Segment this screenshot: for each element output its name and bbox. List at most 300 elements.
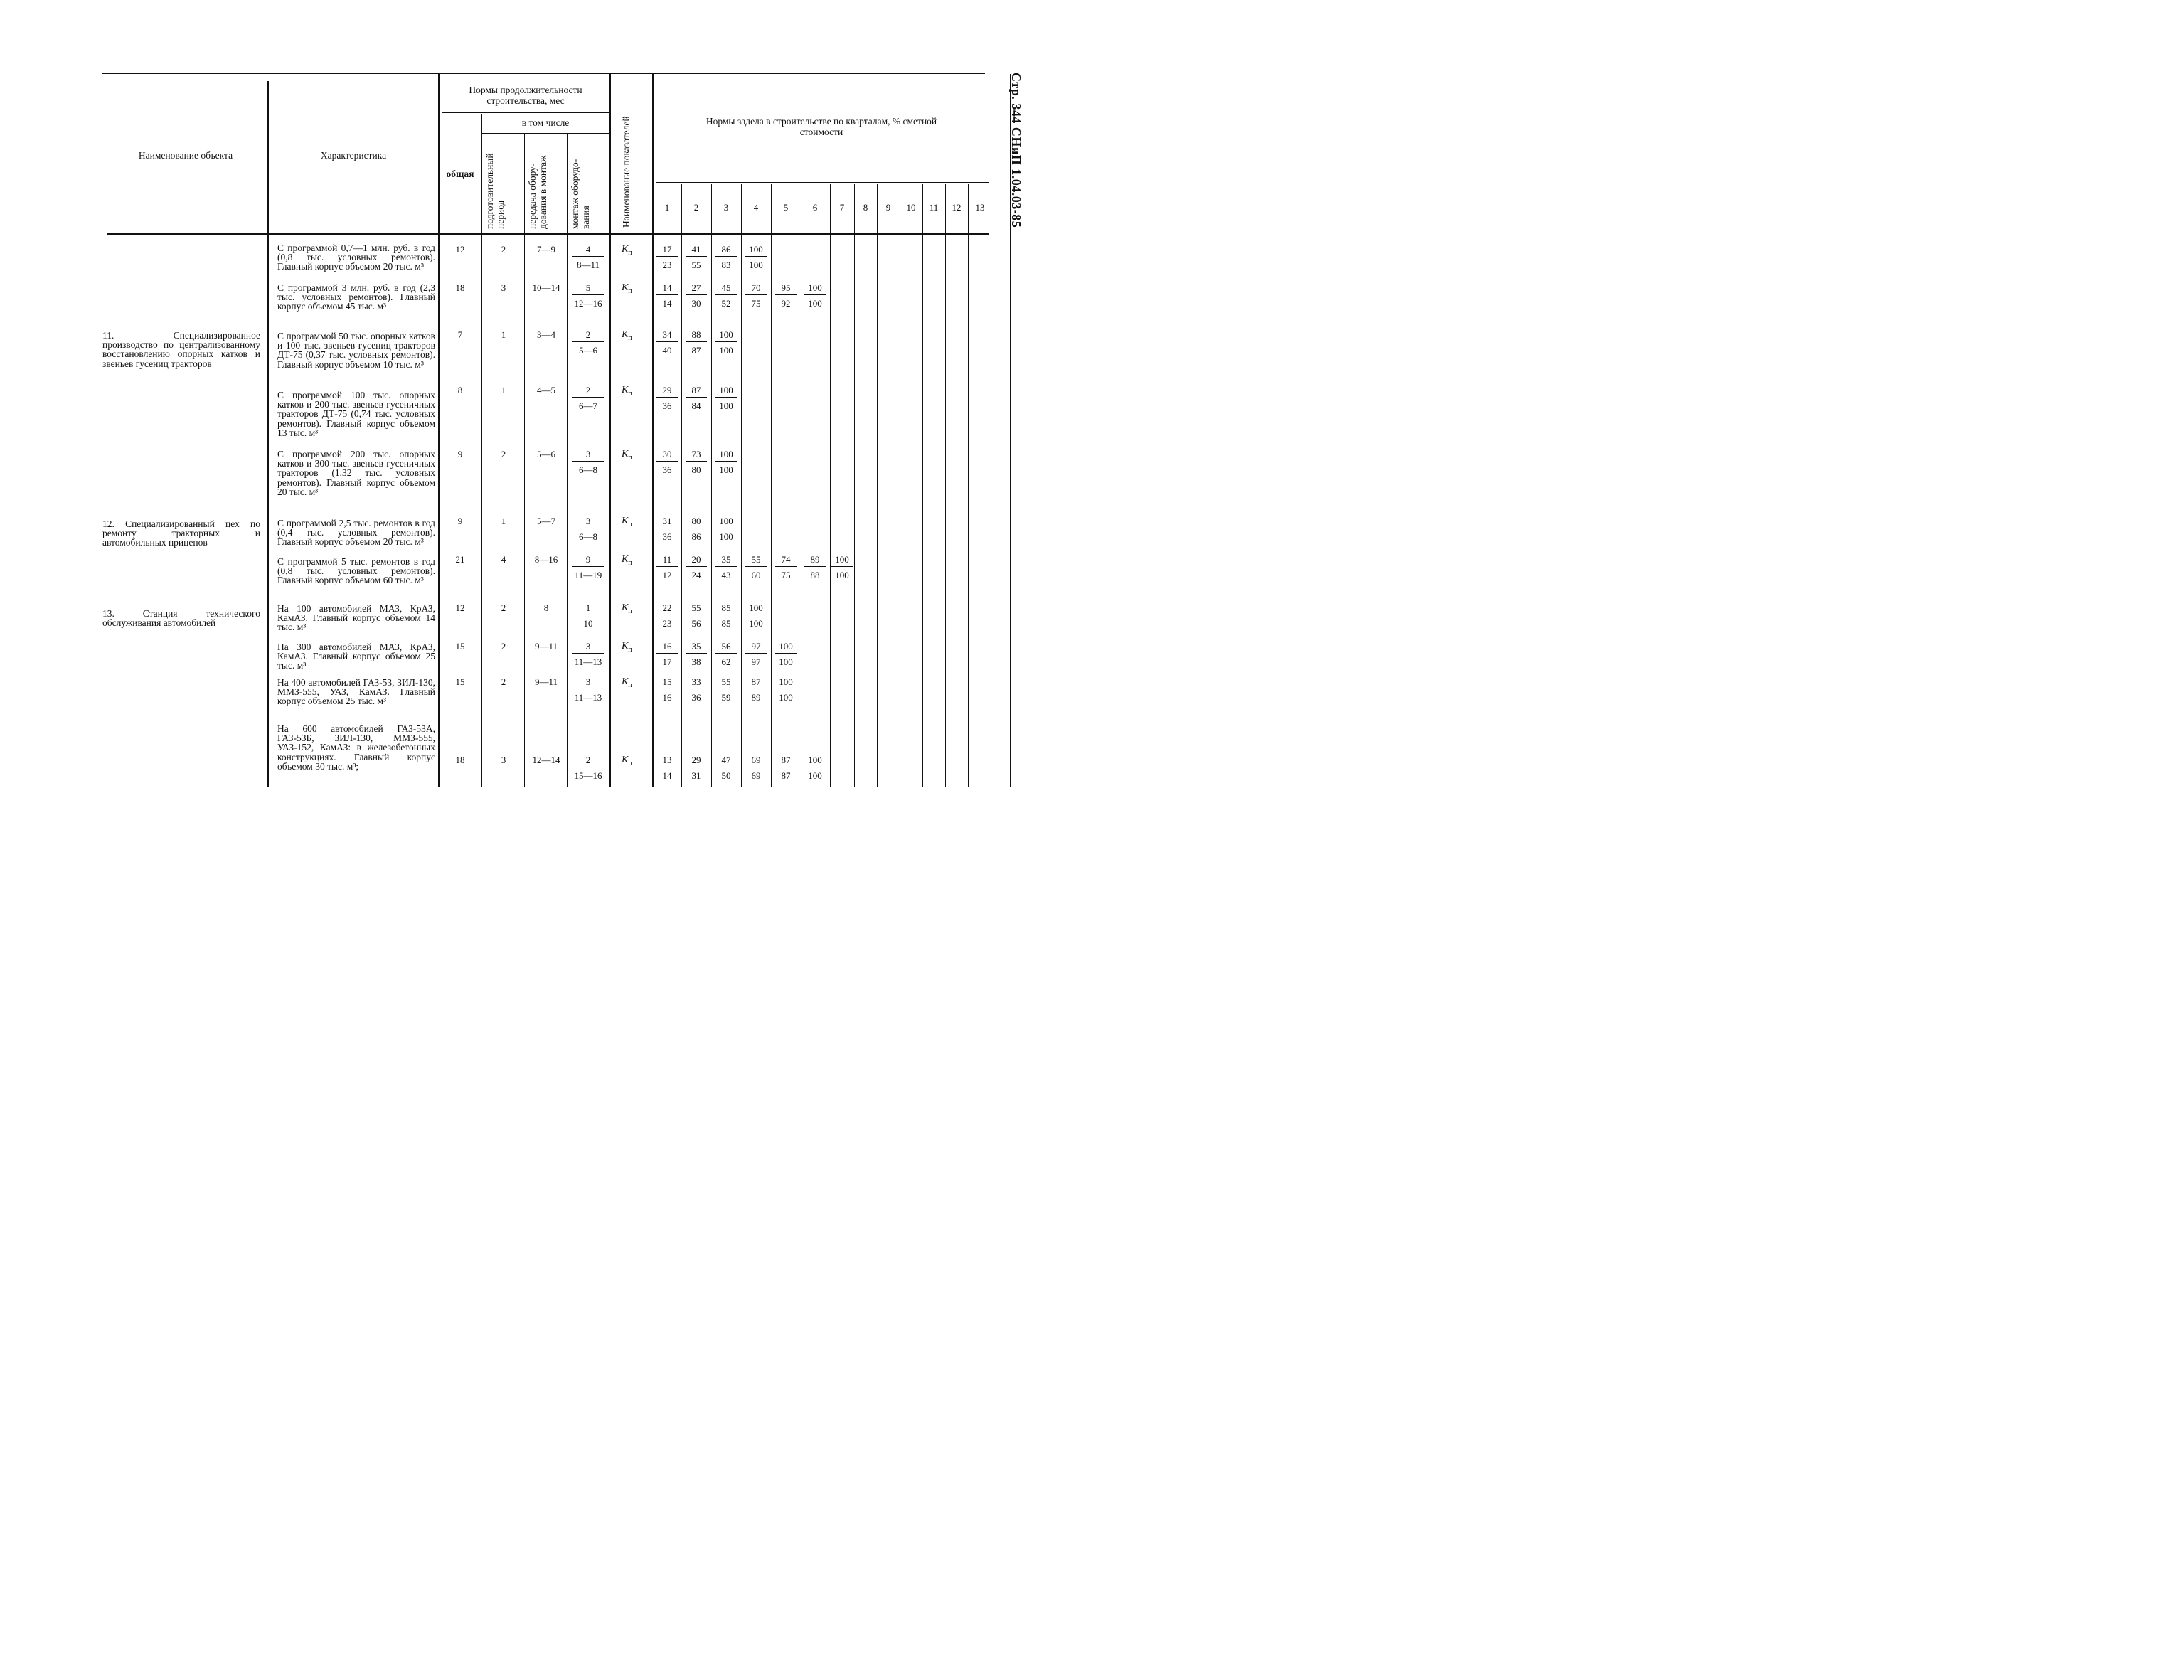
quarter-value: [742, 677, 770, 702]
quarter-numerator: 14: [656, 283, 678, 295]
quarter-denominator: 36: [662, 531, 672, 542]
quarter-value: [653, 555, 681, 580]
quarter-denominator: 86: [691, 531, 701, 542]
preparatory-period: 2: [501, 641, 506, 652]
indicator-letter: К: [622, 676, 629, 687]
indicator-kp: [622, 386, 632, 398]
quarter-denominator: 40: [662, 345, 672, 356]
indicator-subscript: п: [628, 759, 632, 767]
quarter-denominator: 62: [721, 656, 731, 667]
quarter-denominator: 85: [721, 618, 731, 629]
indicator-subscript: п: [628, 389, 632, 398]
installation-denominator: 5—6: [579, 345, 597, 356]
quarter-value: [712, 555, 740, 580]
quarter-denominator: 100: [719, 531, 733, 542]
q-line-8: [877, 184, 878, 787]
row-description: С программой 200 тыс. опорных катков и 300 тыс. звеньев гусеничных тракторов (1,32 тыс. условных ремонтов). Главный корпус объемом 20 тыс. м³: [277, 449, 435, 497]
installation-denominator: 6—8: [579, 531, 597, 542]
quarter-numerator: 100: [804, 755, 826, 767]
quarter-value: [712, 245, 740, 270]
quarter-denominator: 52: [721, 298, 731, 309]
quarter-denominator: 88: [810, 570, 820, 580]
quarter-numerator: 56: [715, 642, 737, 654]
indicator-subscript: п: [628, 248, 632, 257]
col-line-5: [567, 134, 568, 787]
indicator-kp: [622, 283, 632, 295]
installation-numerator: 2: [572, 755, 604, 767]
equipment-installation: [569, 642, 607, 666]
quarter-denominator: 100: [808, 770, 822, 781]
quarter-denominator: 97: [751, 656, 761, 667]
quarter-denominator: 83: [721, 260, 731, 270]
indicator-kp: [622, 677, 632, 689]
row-description: С программой 100 тыс. опорных катков и 200 тыс. звеньев гусеничных тракторов ДТ-75 (0,74 тыс. условных ремонтов). Главный корпус объемом 13 тыс. м³: [277, 390, 435, 438]
installation-denominator: 6—7: [579, 400, 597, 411]
installation-numerator: 3: [572, 450, 604, 462]
quarter-denominator: 69: [751, 770, 761, 781]
quarter-value: [653, 450, 681, 474]
quarter-value: [653, 245, 681, 270]
quarter-numerator: 88: [686, 330, 707, 342]
quarter-numerator: 100: [775, 677, 797, 689]
indicator-kp: [622, 555, 632, 567]
quarter-value: [712, 386, 740, 410]
total-duration: 9: [457, 516, 463, 526]
header-bottom-rule: [107, 233, 989, 235]
quarter-denominator: 24: [691, 570, 701, 580]
total-duration: 12: [455, 602, 465, 613]
quarter-numerator: 31: [656, 516, 678, 528]
quarter-value: [712, 642, 740, 666]
quarter-numerator: 100: [775, 642, 797, 654]
quarter-value: [653, 603, 681, 628]
quarter-value: [772, 283, 800, 308]
duration-sub-rule: [442, 112, 609, 113]
quarter-denominator: 59: [721, 692, 731, 703]
installation-denominator: 11—19: [574, 570, 602, 580]
indicator-subscript: п: [628, 681, 632, 689]
quarter-value: [712, 603, 740, 628]
quarter-numerator: 29: [656, 386, 678, 398]
quarter-numerator: 55: [715, 677, 737, 689]
installation-numerator: 9: [572, 555, 604, 567]
quarter-value: [828, 555, 856, 580]
header-quarter-10: 10: [906, 202, 916, 213]
installation-denominator: 6—8: [579, 464, 597, 475]
quarter-value: [742, 755, 770, 780]
quarter-numerator: 100: [804, 283, 826, 295]
quarter-numerator: 20: [686, 555, 707, 567]
header-quarter-8: 8: [863, 202, 868, 213]
quarter-numerator: 34: [656, 330, 678, 342]
quarter-numerator: 100: [745, 245, 767, 257]
quarter-numerator: 22: [656, 603, 678, 615]
quarter-numerator: 29: [686, 755, 707, 767]
quarter-numerator: 45: [715, 283, 737, 295]
header-quarter-13: 13: [975, 202, 985, 213]
quarter-numerator: 95: [775, 283, 797, 295]
quarter-value: [712, 330, 740, 355]
equipment-transfer: 12—14: [532, 755, 560, 765]
total-duration: 15: [455, 676, 465, 687]
installation-numerator: 1: [572, 603, 604, 615]
quarter-value: [712, 677, 740, 702]
indicator-kp: [622, 755, 632, 767]
indicator-subscript: п: [628, 334, 632, 342]
quarter-denominator: 100: [808, 298, 822, 309]
quarter-denominator: 92: [781, 298, 791, 309]
quarter-value: [742, 555, 770, 580]
indicator-letter: К: [622, 554, 629, 565]
header-indicator-name: Наименование показателей: [621, 116, 632, 228]
quarter-value: [682, 516, 710, 541]
quarter-numerator: 27: [686, 283, 707, 295]
header-duration-norms: Нормы продолжительности строительства, мес: [469, 85, 582, 106]
q-line-12: [968, 184, 969, 787]
quarter-denominator: 100: [779, 692, 793, 703]
quarter-denominator: 75: [781, 570, 791, 580]
row-description: С программой 3 млн. руб. в год (2,3 тыс. условных ремонтов). Главный корпус объемом 45 тыс. м³: [277, 282, 435, 312]
installation-denominator: 8—11: [576, 260, 600, 270]
quarter-value: [682, 450, 710, 474]
quarter-value: [682, 283, 710, 308]
indicator-kp: [622, 603, 632, 615]
quarter-denominator: 12: [662, 570, 672, 580]
quarter-numerator: 100: [715, 386, 737, 398]
indicator-subscript: п: [628, 645, 632, 654]
total-duration: 12: [455, 244, 465, 255]
header-backlog-norms: Нормы задела в строительстве по кварталам, % сметной стоимости: [705, 116, 937, 137]
header-quarter-12: 12: [952, 202, 962, 213]
equipment-transfer: 4—5: [537, 385, 555, 395]
quarter-denominator: 38: [691, 656, 701, 667]
header-quarter-1: 1: [664, 202, 670, 213]
quarter-denominator: 23: [662, 618, 672, 629]
quarters-sub-rule: [656, 182, 989, 183]
quarter-denominator: 50: [721, 770, 731, 781]
quarter-numerator: 35: [686, 642, 707, 654]
col-line-4: [524, 134, 525, 787]
quarter-numerator: 69: [745, 755, 767, 767]
quarter-numerator: 13: [656, 755, 678, 767]
quarter-numerator: 87: [686, 386, 707, 398]
equipment-installation: [569, 283, 607, 308]
equipment-installation: [569, 603, 607, 628]
quarter-denominator: 100: [779, 656, 793, 667]
header-total: общая: [446, 169, 474, 179]
installation-numerator: 5: [572, 283, 604, 295]
quarter-denominator: 36: [662, 400, 672, 411]
indicator-subscript: п: [628, 287, 632, 295]
quarter-denominator: 100: [835, 570, 849, 580]
equipment-installation: [569, 755, 607, 780]
indicator-letter: К: [622, 385, 629, 395]
quarter-numerator: 74: [775, 555, 797, 567]
quarter-denominator: 31: [691, 770, 701, 781]
header-quarter-5: 5: [783, 202, 789, 213]
quarter-value: [682, 677, 710, 702]
quarter-value: [653, 330, 681, 355]
equipment-transfer: 9—11: [534, 641, 558, 652]
quarter-value: [653, 642, 681, 666]
quarter-numerator: 15: [656, 677, 678, 689]
header-quarter-6: 6: [812, 202, 818, 213]
quarter-denominator: 43: [721, 570, 731, 580]
equipment-transfer: 8: [543, 602, 549, 613]
quarter-numerator: 11: [656, 555, 678, 567]
row-description: С программой 2,5 тыс. ремонтов в год (0,4 тыс. условных ремонтов). Главный корпус объемом 20 тыс. м³: [277, 518, 435, 548]
equipment-transfer: 8—16: [534, 554, 558, 565]
quarter-value: [801, 755, 829, 780]
preparatory-period: 3: [501, 282, 506, 293]
quarter-denominator: 87: [691, 345, 701, 356]
quarter-denominator: 36: [662, 464, 672, 475]
quarter-value: [682, 642, 710, 666]
quarter-numerator: 97: [745, 642, 767, 654]
indicator-subscript: п: [628, 453, 632, 462]
quarter-denominator: 87: [781, 770, 791, 781]
total-duration: 18: [455, 282, 465, 293]
quarter-denominator: 36: [691, 692, 701, 703]
quarter-value: [682, 386, 710, 410]
equipment-installation: [569, 386, 607, 410]
quarter-value: [712, 755, 740, 780]
indicator-letter: К: [622, 516, 629, 526]
top-rule: [102, 73, 985, 74]
quarter-numerator: 85: [715, 603, 737, 615]
header-preparatory: подготовительный период: [484, 153, 506, 229]
quarter-numerator: 33: [686, 677, 707, 689]
installation-numerator: 2: [572, 386, 604, 398]
total-duration: 7: [457, 329, 463, 340]
indicator-letter: К: [622, 755, 629, 765]
row-description: На 400 автомобилей ГАЗ-53, ЗИЛ-130, ММЗ-555, УАЗ, КамАЗ. Главный корпус объемом 25 тыс. м³: [277, 677, 435, 707]
quarter-denominator: 16: [662, 692, 672, 703]
quarter-numerator: 41: [686, 245, 707, 257]
equipment-installation: [569, 516, 607, 541]
quarter-denominator: 14: [662, 298, 672, 309]
quarter-denominator: 14: [662, 770, 672, 781]
equipment-installation: [569, 555, 607, 580]
quarter-value: [712, 283, 740, 308]
preparatory-period: 3: [501, 755, 506, 765]
equipment-transfer: 5—7: [537, 516, 555, 526]
q-line-10: [922, 184, 923, 787]
q-line-11: [945, 184, 946, 787]
equipment-installation: [569, 245, 607, 270]
row-description: На 100 автомобилей МАЗ, КрАЗ, КамАЗ. Главный корпус объемом 14 тыс. м³: [277, 603, 435, 633]
quarter-denominator: 80: [691, 464, 701, 475]
installation-numerator: 3: [572, 516, 604, 528]
quarter-denominator: 75: [751, 298, 761, 309]
quarter-value: [682, 330, 710, 355]
indicator-letter: К: [622, 244, 629, 255]
header-quarter-2: 2: [693, 202, 699, 213]
quarter-value: [653, 516, 681, 541]
installation-numerator: 2: [572, 330, 604, 342]
quarter-denominator: 100: [719, 345, 733, 356]
quarter-denominator: 100: [749, 618, 763, 629]
col-line-3: [481, 114, 482, 787]
row-description: С программой 5 тыс. ремонтов в год (0,8 тыс. условных ремонтов). Главный корпус объемом 60 тыс. м³: [277, 556, 435, 586]
quarter-value: [742, 642, 770, 666]
preparatory-period: 1: [501, 516, 506, 526]
quarter-numerator: 55: [686, 603, 707, 615]
equipment-transfer: 7—9: [537, 244, 555, 255]
indicator-subscript: п: [628, 520, 632, 528]
indicator-letter: К: [622, 282, 629, 293]
indicator-kp: [622, 642, 632, 654]
col-line-2: [438, 74, 440, 787]
quarter-numerator: 87: [775, 755, 797, 767]
quarter-numerator: 70: [745, 283, 767, 295]
installation-numerator: 3: [572, 642, 604, 654]
quarter-value: [653, 283, 681, 308]
quarter-value: [653, 386, 681, 410]
quarter-numerator: 100: [715, 450, 737, 462]
quarter-denominator: 100: [749, 260, 763, 270]
quarter-value: [772, 755, 800, 780]
row-description: С программой 50 тыс. опорных катков и 100 тыс. звеньев гусениц тракторов ДТ-75 (0,37 тыс. условных ремонтов). Главный корпус объемом 10 тыс. м³: [277, 331, 435, 370]
indicator-kp: [622, 330, 632, 342]
header-characteristic: Характеристика: [320, 150, 387, 161]
quarter-value: [682, 603, 710, 628]
quarter-denominator: 100: [719, 400, 733, 411]
header-installation: монтаж оборудо- вания: [570, 159, 591, 229]
indicator-subscript: п: [628, 558, 632, 567]
quarter-numerator: 89: [804, 555, 826, 567]
quarter-numerator: 100: [715, 330, 737, 342]
installation-denominator: 11—13: [574, 692, 602, 703]
quarter-value: [712, 516, 740, 541]
preparatory-period: 2: [501, 602, 506, 613]
quarter-numerator: 100: [745, 603, 767, 615]
quarter-numerator: 100: [831, 555, 853, 567]
quarter-numerator: 17: [656, 245, 678, 257]
equipment-transfer: 3—4: [537, 329, 555, 340]
quarter-value: [682, 555, 710, 580]
quarter-denominator: 84: [691, 400, 701, 411]
installation-numerator: 3: [572, 677, 604, 689]
quarter-numerator: 80: [686, 516, 707, 528]
indicator-letter: К: [622, 449, 629, 459]
indicator-letter: К: [622, 641, 629, 652]
quarter-denominator: 56: [691, 618, 701, 629]
total-duration: 18: [455, 755, 465, 765]
quarter-denominator: 89: [751, 692, 761, 703]
col-line-6: [609, 74, 611, 787]
row-description: На 600 автомобилей ГАЗ-53А, ГАЗ-53Б, ЗИЛ-130, ММЗ-555, УАЗ-152, КамАЗ: в железобетонных конструкциях. Главный корпус объемом 30 тыс. м³;: [277, 723, 435, 772]
quarter-value: [772, 555, 800, 580]
equipment-transfer: 9—11: [534, 676, 558, 687]
header-quarter-4: 4: [753, 202, 759, 213]
quarter-value: [712, 450, 740, 474]
side-page-title: Стр. 344 СНиП 1.04.03-85: [1009, 73, 1023, 228]
object-name-11: 11. Специализированное производство по централизованному восстановлению опорных катков и звеньев гусениц тракторов: [102, 330, 260, 369]
header-transfer: передача обору- дования в монтаж: [527, 155, 548, 229]
header-object-name: Наименование объекта: [138, 150, 233, 161]
quarter-numerator: 87: [745, 677, 767, 689]
header-quarter-11: 11: [929, 202, 939, 213]
header-including: в том числе: [521, 117, 570, 128]
total-duration: 21: [455, 554, 465, 565]
quarter-value: [772, 677, 800, 702]
installation-denominator: 15—16: [574, 770, 602, 781]
indicator-letter: К: [622, 602, 629, 613]
equipment-transfer: 5—6: [537, 449, 555, 459]
equipment-installation: [569, 330, 607, 355]
indicator-kp: [622, 450, 632, 462]
quarter-value: [742, 283, 770, 308]
quarter-numerator: 55: [745, 555, 767, 567]
installation-denominator: 12—16: [574, 298, 602, 309]
quarter-value: [742, 245, 770, 270]
quarter-numerator: 30: [656, 450, 678, 462]
quarter-numerator: 100: [715, 516, 737, 528]
quarter-denominator: 17: [662, 656, 672, 667]
quarter-value: [801, 555, 829, 580]
total-duration: 8: [457, 385, 463, 395]
indicator-letter: К: [622, 329, 629, 340]
quarter-value: [682, 755, 710, 780]
preparatory-period: 1: [501, 385, 506, 395]
quarter-numerator: 16: [656, 642, 678, 654]
preparatory-period: 1: [501, 329, 506, 340]
quarter-numerator: 73: [686, 450, 707, 462]
object-name-13: 13. Станция технического обслуживания автомобилей: [102, 608, 260, 629]
preparatory-period: 2: [501, 244, 506, 255]
quarter-value: [742, 603, 770, 628]
quarter-denominator: 55: [691, 260, 701, 270]
installation-numerator: 4: [572, 245, 604, 257]
quarter-denominator: 23: [662, 260, 672, 270]
quarter-denominator: 30: [691, 298, 701, 309]
quarter-denominator: 60: [751, 570, 761, 580]
q-line-7: [854, 184, 855, 787]
indicator-kp: [622, 516, 632, 528]
total-duration: 15: [455, 641, 465, 652]
header-quarter-9: 9: [885, 202, 891, 213]
quarter-value: [772, 642, 800, 666]
quarter-value: [653, 755, 681, 780]
quarter-numerator: 86: [715, 245, 737, 257]
quarter-value: [682, 245, 710, 270]
indicator-subscript: п: [628, 607, 632, 615]
quarter-value: [801, 283, 829, 308]
including-sub-rule: [481, 133, 609, 134]
installation-denominator: 11—13: [574, 656, 602, 667]
equipment-installation: [569, 677, 607, 702]
q-line-6: [830, 184, 831, 787]
indicator-kp: [622, 245, 632, 257]
row-description: На 300 автомобилей МАЗ, КрАЗ, КамАЗ. Главный корпус объемом 25 тыс. м³: [277, 642, 435, 671]
quarter-value: [653, 677, 681, 702]
object-name-12: 12. Специализированный цех по ремонту тракторных и автомобильных прицепов: [102, 519, 260, 548]
quarter-denominator: 100: [719, 464, 733, 475]
col-line-1: [267, 81, 269, 787]
total-duration: 9: [457, 449, 463, 459]
equipment-transfer: 10—14: [532, 282, 560, 293]
row-description: С программой 0,7—1 млн. руб. в год (0,8 тыс. условных ремонтов). Главный корпус объемом 20 тыс. м³: [277, 243, 435, 272]
preparatory-period: 2: [501, 676, 506, 687]
header-quarter-3: 3: [723, 202, 729, 213]
quarter-numerator: 47: [715, 755, 737, 767]
quarter-numerator: 35: [715, 555, 737, 567]
installation-denominator: 10: [583, 618, 593, 629]
preparatory-period: 4: [501, 554, 506, 565]
header-quarter-7: 7: [839, 202, 845, 213]
equipment-installation: [569, 450, 607, 474]
